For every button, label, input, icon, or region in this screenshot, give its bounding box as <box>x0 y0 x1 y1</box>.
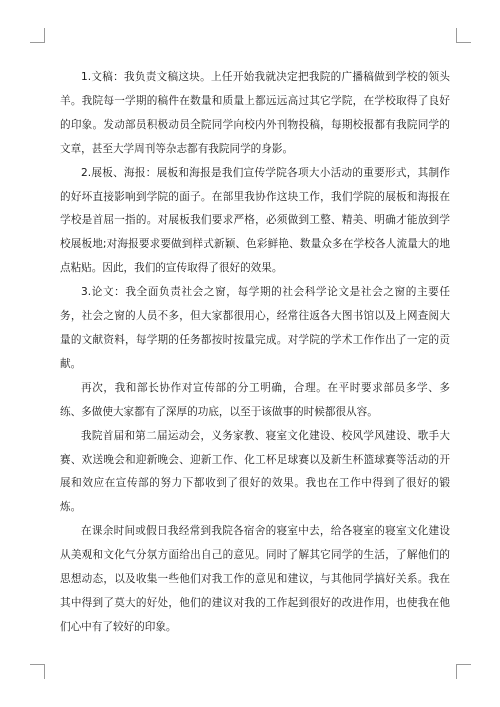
crop-mark-bottom-right <box>456 664 471 679</box>
document-body <box>60 66 450 640</box>
paragraph-division-of-work: 再次，我和部长协作对宣传部的分工明确，合理。在平时要求部员多学、多练、多做使大家都有了深厚的功底，以至于该做事的时候都很从容。 <box>60 381 450 418</box>
paragraph-events: 我院首届和第二届运动会，义务家教、寝室文化建设、校风学风建设、歌手大赛、欢送晚会和迎新晚会、迎新工作、化工杯足球赛以及新生杯篮球赛等活动的开展和效应在宣传部的努力下都收到了很好的效果。我也在工作中得到了很好的锻炼。 <box>60 429 450 514</box>
paragraph-manuscripts: 1.文稿：我负责文稿这块。上任开始我就决定把我院的广播稿做到学校的领头羊。我院每一学期的稿件在数量和质量上都远远高过其它学院，在学校取得了良好的印象。发动部员积极动员全院同学向校内外刊物投稿，每期校报都有我院同学的文章，甚至大学周刊等杂志都有我院同学的身影。 <box>60 71 450 155</box>
paragraph-papers: 3.论文：我全面负责社会之窗，每学期的社会科学论文是社会之窗的主要任务，社会之窗的人员不多，但大家都很用心，经常往返各大图书馆以及上网查阅大量的文献资料，每学期的任务都按时按量完成。对学院的学术工作作出了一定的贡献。 <box>60 286 450 370</box>
crop-mark-bottom-left <box>30 664 45 679</box>
crop-mark-top-right <box>456 28 471 43</box>
paragraph-dorm-visits: 在课余时间或假日我经常到我院各宿舍的寝室中去，给各寝室的寝室文化建设从美观和文化气分氛方面给出自己的意见。同时了解其它同学的生活，了解他们的思想动态，以及收集一些他们对我工作的意见和建议，与其他同学搞好关系。我在其中得到了莫大的好处，他们的建议对我的工作起到很好的改进作用，也使我在他们心中有了较好的印象。 <box>60 525 450 633</box>
crop-mark-top-left <box>30 28 45 43</box>
paragraph-display-boards-posters: 2.展板、海报：展板和海报是我们宣传学院各项大小活动的重要形式，其制作的好坏直接影响到学院的面子。在部里我协作这块工作，我们学院的展板和海报在学校是首屈一指的。对展板我们要求严格，必须做到工整、精美、明确才能放到学校展板地;对海报要求要做到样式新颖、色彩鲜艳、数量众多在学校各人流量大的地点粘贴。因此，我们的宣传取得了很好的效果。 <box>60 166 450 275</box>
